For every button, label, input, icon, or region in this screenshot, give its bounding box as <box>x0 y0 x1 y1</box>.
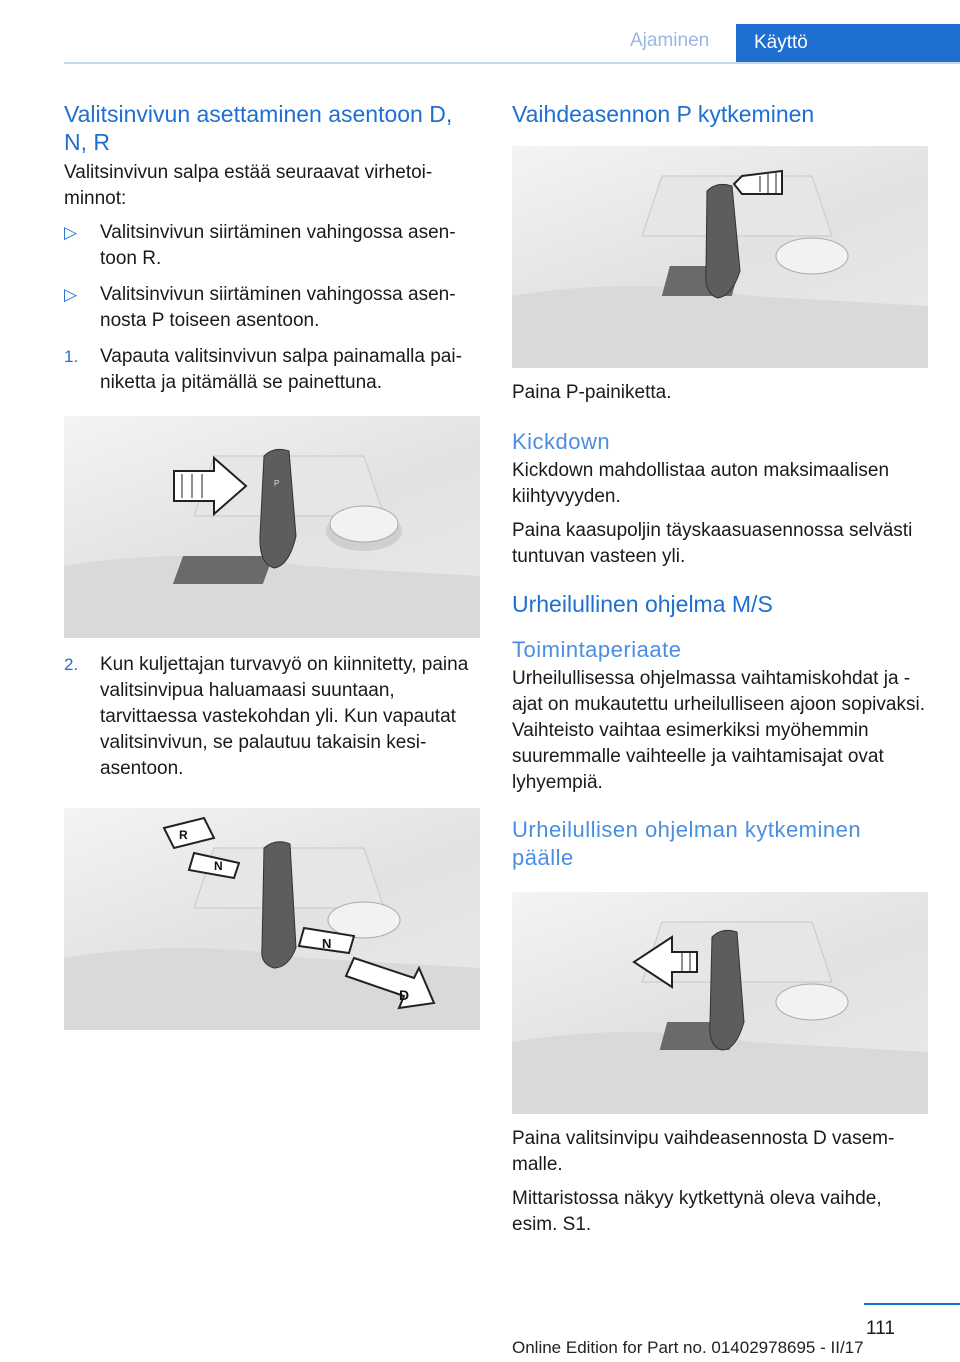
step-list <box>64 652 480 782</box>
heading-sport-program: Urheilullinen ohjelma M/S <box>512 591 773 617</box>
label-d: D <box>399 987 410 1003</box>
principle-text: Urheilullisessa ohjelmassa vaihtamiskohdat ja -ajat on mukautettu urheilulliseen ajoon sopivaksi. Vaihteisto vaihtaa esimerkiksi myöhemmin suuremmalle vaihteelle ja vaihtamisajat ovat lyhyempiä. <box>512 668 925 793</box>
gear-selector-image-4 <box>512 892 928 1114</box>
bullet-list <box>64 220 480 396</box>
kickdown-text-2: Paina kaasupoljin täyskaasuasennossa selvästi tuntuvan vasteen yli. <box>512 520 913 567</box>
gear-selector-image-2 <box>64 808 480 1030</box>
caption-park: Paina P-painiketta. <box>512 382 672 403</box>
gear-selector-image-3 <box>512 146 928 368</box>
list-item: 2. Kun kuljettajan turvavyö on kiinnitetty, paina valitsinvipua haluamaasi suuntaan, tarvittaessa vastekohdan yli. Kun vapautat valitsinvivun, se palautuu takaisin kesiasentoon. <box>64 654 469 779</box>
step-number: 1. <box>64 347 79 366</box>
heading-principle: Toimintaperiaate <box>512 637 682 662</box>
step-number: 2. <box>64 655 79 674</box>
list-item: 1. Vapauta valitsinvivun salpa painamalla painiketta ja pitämällä se painettuna. <box>64 346 462 393</box>
label-n-top: N <box>214 859 223 873</box>
right-column <box>512 100 928 1238</box>
kickdown-text-1: Kickdown mahdollistaa auton maksimaalisen kiihtyvyyden. <box>512 460 890 507</box>
page-number: 111 <box>866 1318 895 1339</box>
triangle-bullet-icon: ▷ <box>64 223 78 242</box>
header-rule <box>64 62 960 64</box>
header-section: Ajaminen <box>630 30 710 51</box>
header-tab: Käyttö <box>736 24 960 62</box>
footer-rule <box>864 1303 960 1305</box>
heading-select-position: Valitsinvivun asettaminen asentoon D, N, R <box>64 101 453 155</box>
caption-display: Mittaristossa näkyy kytkettynä oleva vaihde, esim. S1. <box>512 1188 882 1235</box>
svg-text:P: P <box>274 479 280 488</box>
label-n-bottom: N <box>322 936 332 951</box>
intro-text: Valitsinvivun salpa estää seuraavat virhetoiminnot: <box>64 162 433 209</box>
gear-selector-image-1 <box>64 416 480 638</box>
triangle-bullet-icon: ▷ <box>64 285 78 304</box>
heading-park: Vaihdeasennon P kytkeminen <box>512 101 815 127</box>
list-item: ▷ Valitsinvivun siirtäminen vahingossa asennosta P toiseen asentoon. <box>64 284 456 331</box>
caption-shift-left: Paina valitsinvipu vaihdeasennosta D vasemmalle. <box>512 1128 895 1175</box>
label-r: R <box>179 828 188 842</box>
list-item: ▷ Valitsinvivun siirtäminen vahingossa asentoon R. <box>64 222 456 269</box>
heading-kickdown: Kickdown <box>512 429 611 454</box>
left-column <box>64 100 480 1030</box>
heading-activate-sport: Urheilullisen ohjelman kytkeminen päälle <box>512 817 862 870</box>
edition-info: Online Edition for Part no. 01402978695 - II/17 <box>512 1338 864 1357</box>
